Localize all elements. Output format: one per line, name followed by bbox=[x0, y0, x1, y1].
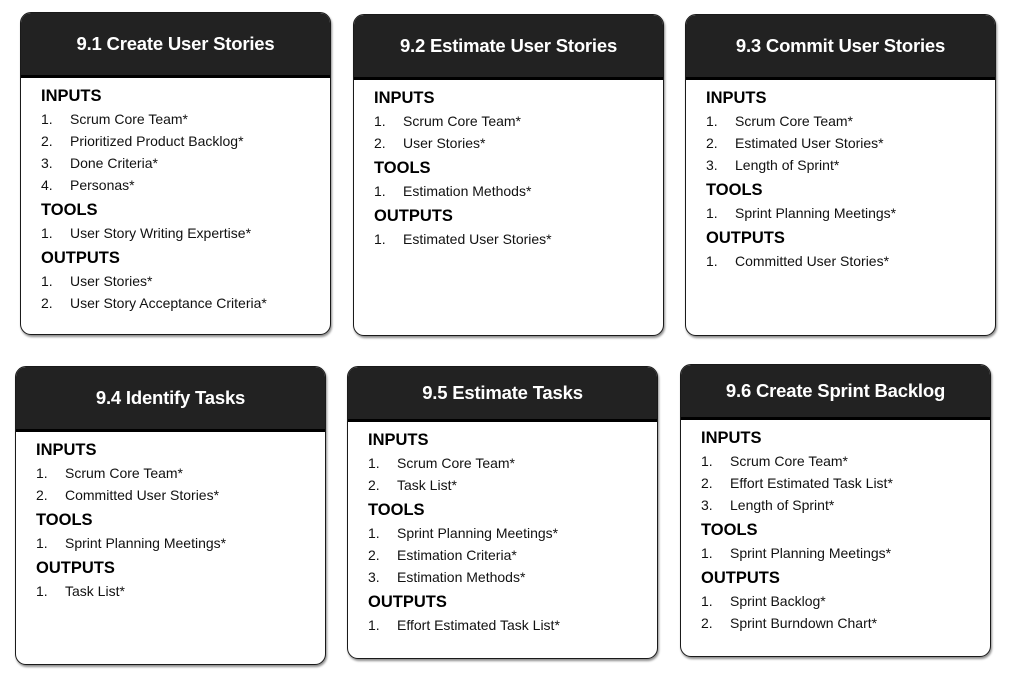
tools-list bbox=[374, 180, 663, 202]
inputs-item bbox=[701, 494, 990, 516]
inputs-item bbox=[41, 108, 330, 130]
outputs-list bbox=[374, 228, 663, 250]
item-number: 1. bbox=[706, 205, 718, 221]
card-body bbox=[21, 78, 330, 314]
card-title: 9.4 Identify Tasks bbox=[16, 367, 325, 432]
item-number: 1. bbox=[374, 231, 386, 247]
tools-item-text: Sprint Planning Meetings* bbox=[397, 525, 559, 541]
inputs-item-text: User Stories* bbox=[403, 135, 486, 151]
outputs-item-text: Estimated User Stories* bbox=[403, 231, 552, 247]
outputs-heading: OUTPUTS bbox=[701, 569, 780, 587]
inputs-item-text: Scrum Core Team* bbox=[730, 453, 849, 469]
outputs-list bbox=[368, 614, 657, 636]
inputs-list bbox=[374, 110, 663, 154]
tools-item bbox=[41, 222, 330, 244]
outputs-heading: OUTPUTS bbox=[706, 229, 785, 247]
outputs-list bbox=[706, 250, 995, 272]
outputs-item bbox=[368, 614, 657, 636]
item-number: 1. bbox=[701, 453, 713, 469]
tools-item bbox=[368, 544, 657, 566]
inputs-item bbox=[41, 174, 330, 196]
item-number: 1. bbox=[701, 593, 713, 609]
outputs-item bbox=[701, 590, 990, 612]
inputs-item bbox=[36, 462, 325, 484]
item-number: 2. bbox=[374, 135, 386, 151]
item-number: 2. bbox=[368, 547, 380, 563]
item-number: 2. bbox=[41, 133, 53, 149]
item-number: 2. bbox=[701, 615, 713, 631]
tools-list bbox=[706, 202, 995, 224]
tools-item-text: Estimation Methods* bbox=[403, 183, 532, 199]
item-number: 1. bbox=[374, 113, 386, 129]
tools-item bbox=[36, 532, 325, 554]
outputs-heading: OUTPUTS bbox=[368, 593, 447, 611]
inputs-item-text: Personas* bbox=[70, 177, 135, 193]
inputs-item-text: Done Criteria* bbox=[70, 155, 158, 171]
inputs-item bbox=[701, 472, 990, 494]
item-number: 1. bbox=[706, 253, 718, 269]
inputs-item bbox=[41, 130, 330, 152]
outputs-heading: OUTPUTS bbox=[41, 249, 120, 267]
tools-item bbox=[706, 202, 995, 224]
tools-list bbox=[368, 522, 657, 588]
process-card bbox=[15, 366, 326, 665]
inputs-item bbox=[374, 110, 663, 132]
process-card bbox=[353, 14, 664, 336]
inputs-list bbox=[36, 462, 325, 506]
item-number: 2. bbox=[368, 477, 380, 493]
inputs-heading: INPUTS bbox=[701, 429, 762, 447]
tools-item-text: Estimation Criteria* bbox=[397, 547, 517, 563]
tools-item-text: User Story Writing Expertise* bbox=[70, 225, 252, 241]
inputs-heading: INPUTS bbox=[706, 89, 767, 107]
tools-item bbox=[368, 522, 657, 544]
outputs-item bbox=[701, 612, 990, 634]
item-number: 4. bbox=[41, 177, 53, 193]
tools-item bbox=[368, 566, 657, 588]
item-number: 1. bbox=[701, 545, 713, 561]
tools-heading: TOOLS bbox=[701, 521, 758, 539]
inputs-item bbox=[706, 154, 995, 176]
card-body bbox=[16, 432, 325, 602]
tools-item-text: Sprint Planning Meetings* bbox=[735, 205, 897, 221]
inputs-item-text: Scrum Core Team* bbox=[735, 113, 854, 129]
inputs-item-text: Scrum Core Team* bbox=[70, 111, 189, 127]
item-number: 2. bbox=[36, 487, 48, 503]
tools-item-text: Sprint Planning Meetings* bbox=[65, 535, 227, 551]
tools-heading: TOOLS bbox=[36, 511, 93, 529]
inputs-item-text: Task List* bbox=[397, 477, 457, 493]
outputs-item bbox=[36, 580, 325, 602]
tools-heading: TOOLS bbox=[374, 159, 431, 177]
card-title: 9.5 Estimate Tasks bbox=[348, 367, 657, 422]
process-card bbox=[347, 366, 658, 659]
tools-heading: TOOLS bbox=[41, 201, 98, 219]
inputs-item bbox=[701, 450, 990, 472]
inputs-item-text: Length of Sprint* bbox=[730, 497, 835, 513]
inputs-heading: INPUTS bbox=[36, 441, 97, 459]
inputs-item bbox=[374, 132, 663, 154]
outputs-item bbox=[374, 228, 663, 250]
tools-heading: TOOLS bbox=[368, 501, 425, 519]
tools-item-text: Sprint Planning Meetings* bbox=[730, 545, 892, 561]
card-body bbox=[686, 80, 995, 272]
tools-item-text: Estimation Methods* bbox=[397, 569, 526, 585]
inputs-list bbox=[701, 450, 990, 516]
inputs-item bbox=[706, 110, 995, 132]
process-card bbox=[20, 12, 331, 335]
item-number: 1. bbox=[41, 273, 53, 289]
tools-heading: TOOLS bbox=[706, 181, 763, 199]
tools-item bbox=[701, 542, 990, 564]
inputs-list bbox=[706, 110, 995, 176]
tools-list bbox=[701, 542, 990, 564]
inputs-item-text: Effort Estimated Task List* bbox=[730, 475, 893, 491]
inputs-item bbox=[368, 474, 657, 496]
outputs-list bbox=[41, 270, 330, 314]
item-number: 1. bbox=[374, 183, 386, 199]
card-title: 9.3 Commit User Stories bbox=[686, 15, 995, 80]
inputs-list bbox=[368, 452, 657, 496]
inputs-item-text: Committed User Stories* bbox=[65, 487, 220, 503]
outputs-list bbox=[36, 580, 325, 602]
item-number: 1. bbox=[368, 617, 380, 633]
item-number: 3. bbox=[368, 569, 380, 585]
inputs-heading: INPUTS bbox=[368, 431, 429, 449]
outputs-item-text: Effort Estimated Task List* bbox=[397, 617, 560, 633]
tools-list bbox=[36, 532, 325, 554]
card-title: 9.1 Create User Stories bbox=[21, 13, 330, 78]
outputs-item bbox=[706, 250, 995, 272]
inputs-item bbox=[368, 452, 657, 474]
item-number: 1. bbox=[368, 455, 380, 471]
outputs-heading: OUTPUTS bbox=[36, 559, 115, 577]
inputs-list bbox=[41, 108, 330, 196]
item-number: 1. bbox=[36, 583, 48, 599]
item-number: 2. bbox=[706, 135, 718, 151]
card-title: 9.2 Estimate User Stories bbox=[354, 15, 663, 80]
tools-item bbox=[374, 180, 663, 202]
outputs-item-text: User Story Acceptance Criteria* bbox=[70, 295, 267, 311]
inputs-item bbox=[36, 484, 325, 506]
outputs-item-text: Sprint Backlog* bbox=[730, 593, 826, 609]
card-body bbox=[348, 422, 657, 636]
outputs-item-text: Task List* bbox=[65, 583, 125, 599]
card-title: 9.6 Create Sprint Backlog bbox=[681, 365, 990, 420]
process-card bbox=[685, 14, 996, 336]
outputs-list bbox=[701, 590, 990, 634]
item-number: 1. bbox=[36, 535, 48, 551]
tools-list bbox=[41, 222, 330, 244]
outputs-item bbox=[41, 270, 330, 292]
outputs-item bbox=[41, 292, 330, 314]
item-number: 1. bbox=[41, 111, 53, 127]
item-number: 2. bbox=[41, 295, 53, 311]
inputs-item-text: Scrum Core Team* bbox=[65, 465, 184, 481]
item-number: 3. bbox=[41, 155, 53, 171]
inputs-item-text: Scrum Core Team* bbox=[403, 113, 522, 129]
item-number: 3. bbox=[701, 497, 713, 513]
item-number: 3. bbox=[706, 157, 718, 173]
inputs-item-text: Estimated User Stories* bbox=[735, 135, 884, 151]
inputs-item-text: Prioritized Product Backlog* bbox=[70, 133, 244, 149]
item-number: 1. bbox=[36, 465, 48, 481]
item-number: 1. bbox=[41, 225, 53, 241]
card-body bbox=[681, 420, 990, 634]
inputs-heading: INPUTS bbox=[41, 87, 102, 105]
item-number: 1. bbox=[706, 113, 718, 129]
item-number: 2. bbox=[701, 475, 713, 491]
card-body bbox=[354, 80, 663, 250]
inputs-item-text: Length of Sprint* bbox=[735, 157, 840, 173]
inputs-item bbox=[706, 132, 995, 154]
outputs-item-text: Sprint Burndown Chart* bbox=[730, 615, 878, 631]
item-number: 1. bbox=[368, 525, 380, 541]
inputs-item-text: Scrum Core Team* bbox=[397, 455, 516, 471]
outputs-item-text: Committed User Stories* bbox=[735, 253, 890, 269]
inputs-heading: INPUTS bbox=[374, 89, 435, 107]
process-card bbox=[680, 364, 991, 657]
outputs-heading: OUTPUTS bbox=[374, 207, 453, 225]
outputs-item-text: User Stories* bbox=[70, 273, 153, 289]
inputs-item bbox=[41, 152, 330, 174]
